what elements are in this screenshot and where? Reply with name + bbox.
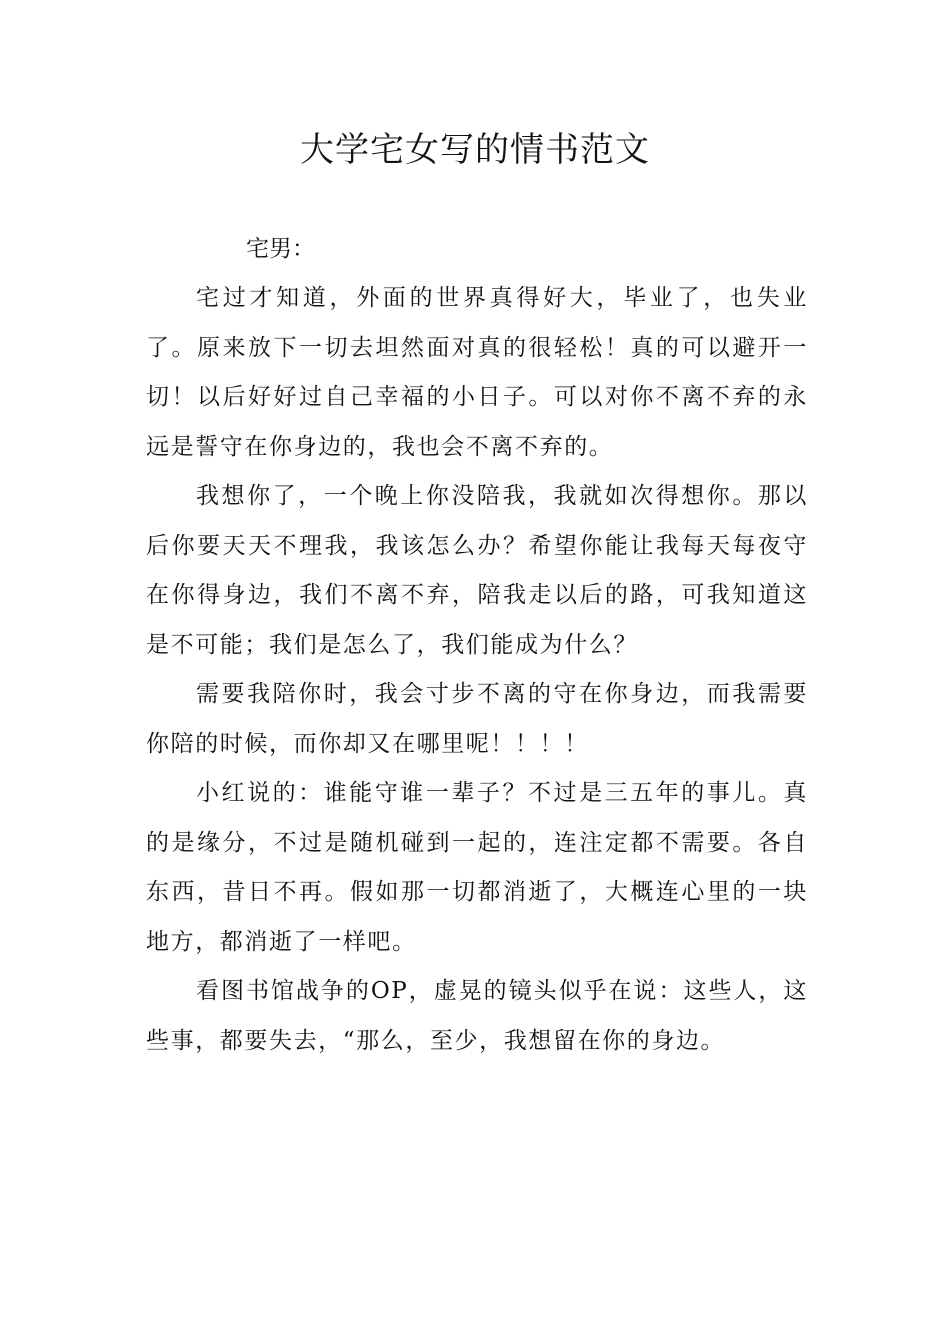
paragraph-2: 我想你了，一个晚上你没陪我，我就如次得想你。那以后你要天天不理我，我该怎么办？希望你能让我每天每夜守在你得身边，我们不离不弃，陪我走以后的路，可我知道这是不可能；我们是怎么了，我们能成为什么？ [146, 483, 808, 658]
paragraph-5: 看图书馆战争的OP，虚晃的镜头似乎在说：这些人，这些事，都要失去，“那么，至少，我想留在你的身边。 [146, 978, 808, 1054]
document-body [146, 224, 808, 1066]
salutation: 宅男： [246, 236, 315, 262]
document-title: 大学宅女写的情书范文 [300, 130, 650, 170]
paragraph-3: 需要我陪你时，我会寸步不离的守在你身边，而我需要你陪的时候，而你却又在哪里呢！！！！ [146, 681, 808, 757]
paragraph-4: 小红说的：谁能守谁一辈子？不过是三五年的事儿。真的是缘分，不过是随机碰到一起的，连注定都不需要。各自东西，昔日不再。假如那一切都消逝了，大概连心里的一块地方，都消逝了一样吧。 [146, 780, 808, 955]
paragraph-1: 宅过才知道，外面的世界真得好大，毕业了，也失业了。原来放下一切去坦然面对真的很轻松！真的可以避开一切！以后好好过自己幸福的小日子。可以对你不离不弃的永远是誓守在你身边的，我也会不离不弃的。 [146, 285, 808, 460]
